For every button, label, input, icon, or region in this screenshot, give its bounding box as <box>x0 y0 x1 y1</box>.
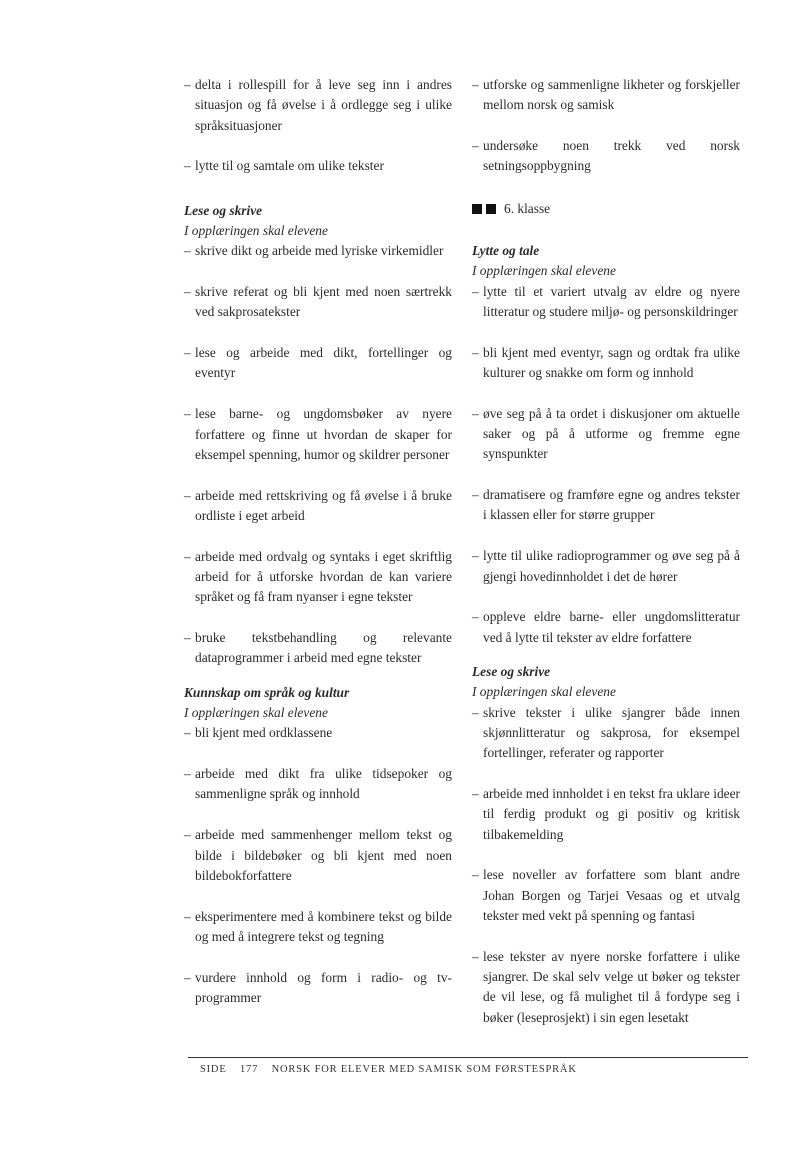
page-footer <box>200 1064 577 1075</box>
grade-heading <box>472 199 740 219</box>
section-heading: Lytte og tale <box>472 242 540 258</box>
list-item: – dramatisere og framføre egne og andres tekster i klassen eller for større grupper <box>472 485 740 526</box>
list-item: – øve seg på å ta ordet i diskusjoner om aktuelle saker og på å utforme og fremme egne synspunkter <box>472 404 740 465</box>
list-item: – skrive tekster i ulike sjangrer både innen skjønnlitteratur og sakprosa, for eksempel fortellinger, referater og rapporter <box>472 703 740 764</box>
section-heading: Kunnskap om språk og kultur <box>184 684 350 700</box>
list-item: – eksperimentere med å kombinere tekst og bilde og med å integrere tekst og tegning <box>184 907 452 948</box>
section-subheading: I opplæringen skal elevene <box>472 263 616 279</box>
list-item: – lese barne- og ungdomsbøker av nyere forfattere og finne ut hvordan de skaper for eksempel spenning, humor og skildrer personer <box>184 404 452 465</box>
list-item: – lytte til og samtale om ulike tekster <box>184 156 452 176</box>
list-item: – skrive referat og bli kjent med noen særtrekk ved sakprosatekster <box>184 282 452 323</box>
list-item: – lese og arbeide med dikt, fortellinger og eventyr <box>184 343 452 384</box>
list-item: – arbeide med innholdet i en tekst fra uklare ideer til ferdig produkt og gi positiv og kritisk tilbakemelding <box>472 784 740 845</box>
list-item: – lese tekster av nyere norske forfattere i ulike sjangrer. De skal selv velge ut bøker og tekster de vil lese, og få mulighet til å fordype seg i bøker (leseprosjekt) i sin egen lesetakt <box>472 947 740 1028</box>
list-item: – bruke tekstbehandling og relevante dataprogrammer i arbeid med egne tekster <box>184 628 452 669</box>
grade-label: 6. klasse <box>504 200 551 216</box>
footer-side-label: SIDE <box>200 1064 227 1075</box>
list-item: – arbeide med sammenhenger mellom tekst og bilde i bildebøker og bli kjent med noen bildebokforfattere <box>184 825 452 886</box>
page-number: 177 <box>239 1064 259 1075</box>
square-bullet-icon <box>472 204 482 214</box>
list-item: – arbeide med dikt fra ulike tidsepoker og sammenligne språk og innhold <box>184 764 452 805</box>
left-column <box>184 75 452 1029</box>
section-subheading: I opplæringen skal elevene <box>184 222 328 238</box>
list-item: – arbeide med rettskriving og få øvelse i å bruke ordliste i eget arbeid <box>184 486 452 527</box>
section-heading: Lese og skrive <box>472 663 551 679</box>
footer-divider <box>188 1057 748 1058</box>
list-item: – oppleve eldre barne- eller ungdomslitteratur ved å lytte til tekster av eldre forfattere <box>472 607 740 648</box>
list-item: – skrive dikt og arbeide med lyriske virkemidler <box>184 241 452 261</box>
list-item: – arbeide med ordvalg og syntaks i eget skriftlig arbeid for å utforske hvordan de kan variere språket og få fram nyanser i egne tekster <box>184 547 452 608</box>
right-column <box>472 75 740 1028</box>
list-item: – lese noveller av forfattere som blant andre Johan Borgen og Tarjei Vesaas og et utvalg tekster med vekt på spenning og fantasi <box>472 865 740 926</box>
section-subheading: I opplæringen skal elevene <box>472 684 616 700</box>
list-item: – bli kjent med eventyr, sagn og ordtak fra ulike kulturer og snakke om form og innhold <box>472 343 740 384</box>
list-item: – delta i rollespill for å leve seg inn i andres situasjon og få øvelse i å ordlegge seg i ulike språksituasjoner <box>184 75 452 136</box>
list-item: – lytte til ulike radioprogrammer og øve seg på å gjengi hovedinnholdet i det de hører <box>472 546 740 587</box>
list-item: – vurdere innhold og form i radio- og tv-programmer <box>184 968 452 1009</box>
list-item: – lytte til et variert utvalg av eldre og nyere litteratur og studere miljø- og personskildringer <box>472 282 740 323</box>
square-bullet-icon <box>486 204 496 214</box>
list-item: – bli kjent med ordklassene <box>184 723 452 743</box>
list-item: – utforske og sammenligne likheter og forskjeller mellom norsk og samisk <box>472 75 740 116</box>
footer-title: NORSK FOR ELEVER MED SAMISK SOM FØRSTESPRÅK <box>271 1064 577 1075</box>
section-subheading: I opplæringen skal elevene <box>184 705 328 721</box>
section-heading: Lese og skrive <box>184 202 263 218</box>
list-item: – undersøke noen trekk ved norsk setningsoppbygning <box>472 136 740 177</box>
